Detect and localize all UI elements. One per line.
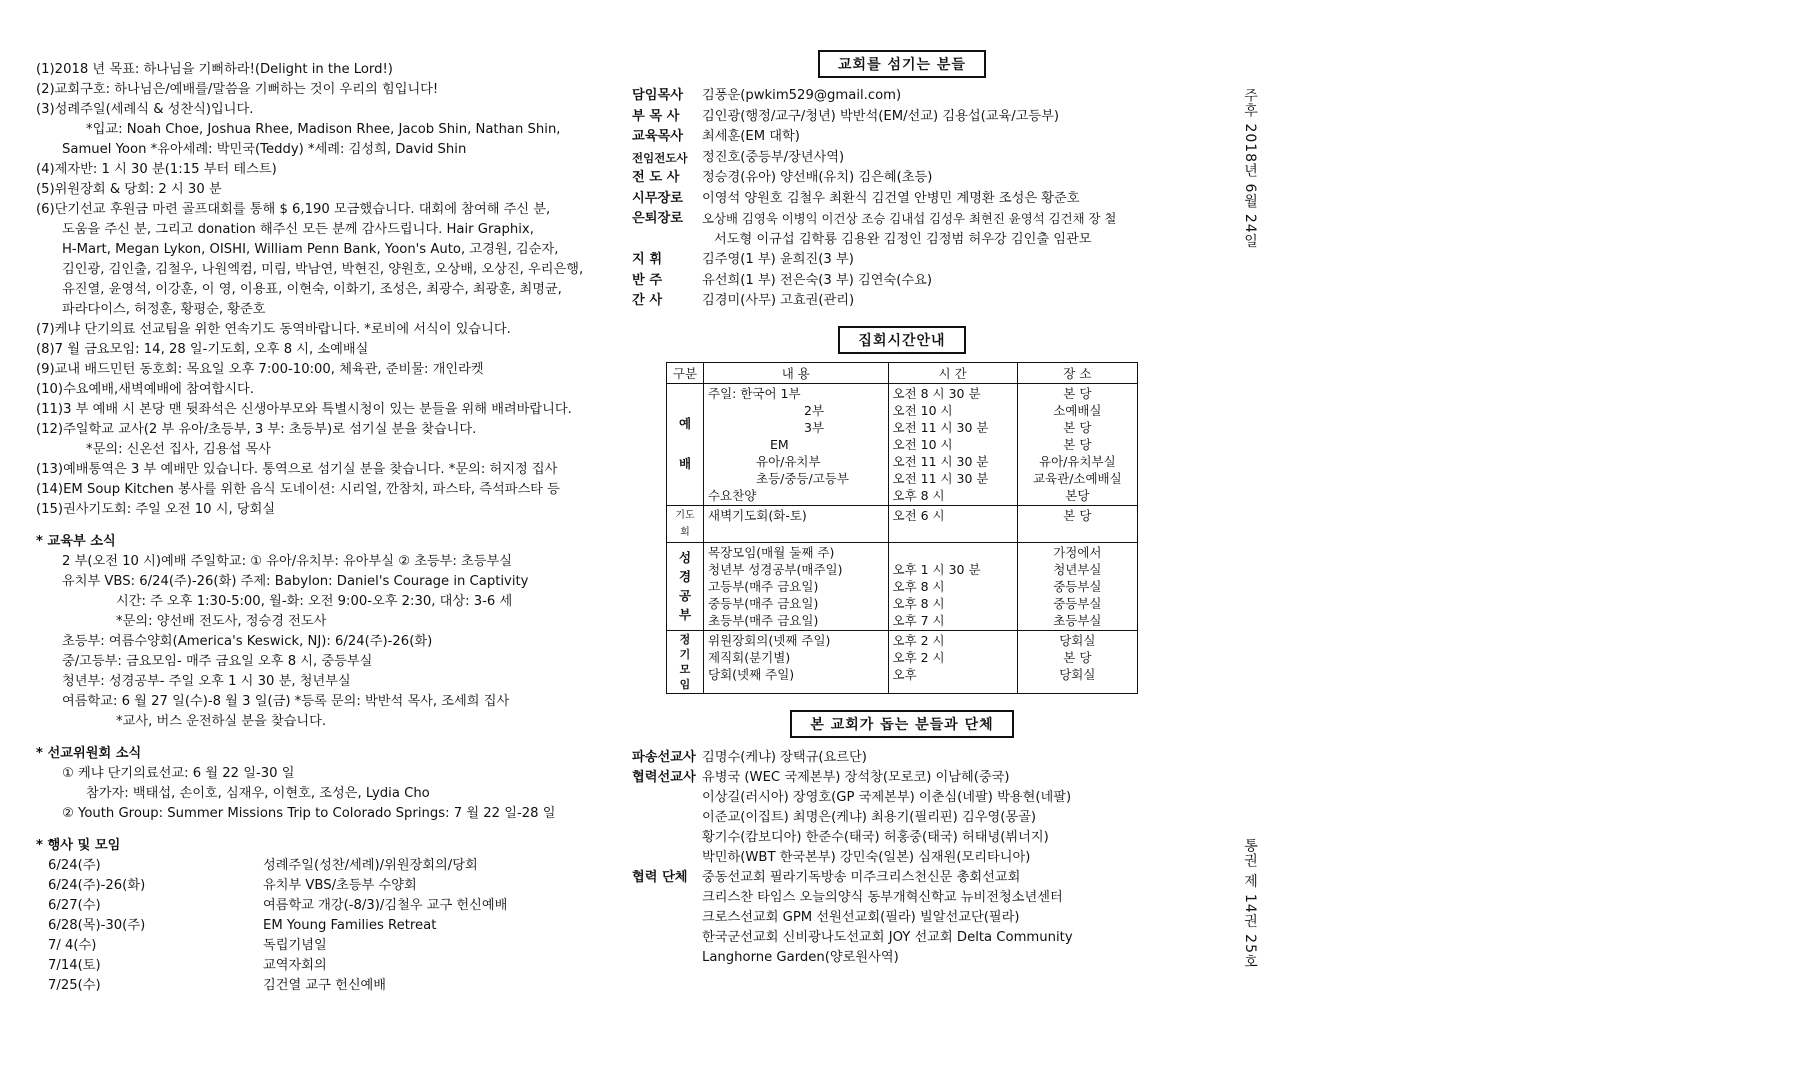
partner-names-continued: 황기수(캄보디아) 한준수(태국) 허홍중(태국) 허태녕(뷔너지): [702, 829, 1049, 845]
partner-names-continued: 이준교(이집트) 최명은(케냐) 최용기(필리핀) 김우영(몽골): [702, 809, 1036, 825]
staff-row: [632, 209, 1172, 230]
staff-row: [632, 168, 1172, 189]
announcement-5: (5)위원장회 & 당회: 2 시 30 분: [36, 182, 222, 197]
events-section: [36, 836, 596, 996]
mission-line: ① 케냐 단기의료선교: 6 월 22 일-30 일: [62, 766, 295, 781]
bible-place: [1017, 542, 1137, 630]
partner-names-continued: Langhorne Garden(양로원사역): [702, 949, 899, 965]
staff-names: 김경미(사무) 고효권(관리): [702, 293, 855, 308]
worship-item: 수요찬양: [708, 487, 757, 503]
staff-role: 전임전도사: [632, 150, 688, 165]
announcement-8: (8)7 월 금요모임: 14, 28 일-기도회, 오후 8 시, 소예배실: [36, 342, 369, 357]
staff-row: [632, 271, 1172, 292]
edu-line: 초등부: 여름수양회(America's Keswick, NJ): 6/24(주)-26(화): [62, 634, 433, 649]
event-desc: 유치부 VBS/초등부 수양회: [263, 878, 417, 893]
partner-role: 협력 단체: [632, 869, 688, 885]
announcement-4: (4)제자반: 1 시 30 분(1:15 부터 테스트): [36, 162, 277, 177]
mission-line: 참가자: 백태섭, 손이호, 심재우, 이현호, 조성은, Lydia Cho: [86, 786, 430, 801]
staff-role: 부 목 사: [632, 108, 680, 124]
schedule-table: [666, 362, 1138, 694]
event-date: 7/14(토): [48, 958, 101, 973]
announcement-6-line5: 유진열, 윤영석, 이강훈, 이 영, 이용표, 이현숙, 이화기, 조성은, 최광수, 최광훈, 최명균,: [62, 282, 562, 297]
announcement-12: (12)주일학교 교사(2 부 유아/초등부, 3 부: 초등부)로 섬기실 분을 찾습니다.: [36, 422, 477, 437]
events-title: * 행사 및 모임: [36, 838, 121, 853]
bible-time-item: 오후 7 시: [892, 612, 945, 628]
worship-row: [667, 383, 1138, 505]
staff-names: 정승경(유아) 양선배(유치) 김은혜(초등): [702, 170, 933, 185]
staff-role: 전 도 사: [632, 170, 680, 185]
staff-list: [632, 86, 1172, 312]
announcement-6: (6)단기선교 후원금 마련 골프대회를 통해 $ 6,190 모금했습니다. 대회에 참여해 주신 분,: [36, 202, 551, 217]
event-desc: 여름학교 개강(-8/3)/김철우 교구 헌신예배: [263, 898, 508, 913]
edu-line: 유치부 VBS: 6/24(주)-26(화) 주제: Babylon: Daniel's Courage in Captivity: [62, 574, 529, 589]
worship-time-item: 오후 8 시: [892, 487, 945, 503]
header-place: 장 소: [1017, 362, 1137, 383]
partner-role: 협력선교사: [632, 769, 696, 785]
announcement-11: (11)3 부 예배 시 본당 맨 뒷좌석은 신생아부모와 특별시청이 있는 분들을 위해 배려바랍니다.: [36, 402, 572, 417]
partner-row: [632, 748, 1172, 768]
staff-names: 유선희(1 부) 전은숙(3 부) 김연숙(수요): [702, 272, 933, 288]
partner-names-continued: 박민하(WBT 한국본부) 강민숙(일본) 심재원(모리타니아): [702, 849, 1031, 865]
edu-line: 시간: 주 오후 1:30-5:00, 월-화: 오전 9:00-오후 2:30, 대상: 3-6 세: [116, 594, 513, 609]
worship-place-item: 교육관/소예배실: [1032, 470, 1122, 486]
event-row: [36, 896, 596, 916]
prayer-content: 새벽기도회(화-토): [704, 505, 889, 542]
event-date: 7/25(수): [48, 978, 101, 993]
left-column: [36, 60, 596, 996]
worship-place-item: 본 당: [1063, 419, 1092, 435]
event-date: 6/28(목)-30(주): [48, 918, 146, 933]
meeting-place: [1017, 630, 1137, 693]
staff-names: 최세훈(EM 대학): [702, 129, 800, 144]
worship-category: 예 배: [667, 383, 704, 505]
meeting-place-item: 당회실: [1059, 632, 1096, 648]
event-date: 6/27(수): [48, 898, 101, 913]
servants-title: 교회를 섬기는 분들: [818, 50, 986, 78]
announcement-10: (10)수요예배,새벽예배에 참여합시다.: [36, 382, 254, 397]
worship-place-item: 본 당: [1063, 436, 1092, 452]
meeting-place-item: 본 당: [1063, 649, 1092, 665]
regular-meetings-row: [667, 630, 1138, 693]
event-row: [36, 956, 596, 976]
staff-names: 김인광(행정/교구/청년) 박반석(EM/선교) 김용섭(교육/고등부): [702, 108, 1059, 124]
worship-item: 주일: 한국어 1부: [708, 385, 801, 401]
edu-line: 여름학교: 6 월 27 일(수)-8 월 3 일(금) *등록 문의: 박반석 목사, 조세희 집사: [62, 694, 510, 709]
meeting-time-item: 오후: [892, 666, 917, 682]
staff-row: [632, 86, 1172, 107]
staff-names: 정진호(중등부/장년사역): [702, 149, 845, 165]
prayer-category: 기도회: [667, 505, 704, 542]
announcement-6-line3: H-Mart, Megan Lykon, OISHI, William Penn Bank, Yoon's Auto, 고경원, 김순자,: [62, 242, 559, 257]
worship-time-item: 오전 11 시 30 분: [892, 453, 989, 469]
event-desc: 성례주일(성찬/세례)/위원장회의/당회: [263, 858, 478, 873]
prayer-time: 오전 6 시: [888, 505, 1017, 542]
event-date: 6/24(주): [48, 858, 101, 873]
bible-time-item: 오후 8 시: [892, 595, 945, 611]
staff-row: [632, 148, 1172, 169]
event-row: [36, 916, 596, 936]
worship-item: EM: [770, 436, 789, 452]
staff-role: 시무장로: [632, 190, 683, 206]
worship-time: [888, 383, 1017, 505]
staff-names: 오상배 김영욱 이병익 이건상 조승 김내섭 김성우 최현진 윤영석 김건채 장 철: [702, 211, 1117, 226]
education-title: * 교육부 소식: [36, 534, 116, 549]
worship-place-item: 유아/유치부실: [1039, 453, 1116, 469]
event-row: [36, 876, 596, 896]
partner-names: 유병국 (WEC 국제본부) 장석창(모로코) 이남헤(중국): [702, 769, 1010, 785]
worship-time-item: 오전 11 시 30 분: [892, 470, 989, 486]
event-desc: 교역자회의: [263, 958, 327, 973]
worship-place-item: 본 당: [1063, 385, 1092, 401]
announcements: [36, 60, 596, 520]
bible-item: 목장모임(매월 둘째 주): [708, 544, 835, 560]
worship-place-item: 본당: [1065, 487, 1090, 503]
staff-names: 김주영(1 부) 윤희진(3 부): [702, 252, 854, 267]
worship-place: [1017, 383, 1137, 505]
partner-names-continued: 한국군선교회 신비광나도선교회 JOY 선교회 Delta Community: [702, 929, 1073, 945]
staff-row: [632, 127, 1172, 148]
worship-place-item: 소예배실: [1053, 402, 1102, 418]
schedule-title: 집회시간안내: [838, 326, 965, 354]
partners-list: [632, 748, 1172, 968]
bible-item: 초등부(매주 금요일): [708, 612, 819, 628]
staff-role: 간 사: [632, 293, 663, 308]
staff-names-continued: 서도형 이규섭 김학룡 김용완 김정인 김정범 허우강 김인출 임관모: [714, 231, 1092, 247]
bible-time: [888, 542, 1017, 630]
meeting-time-item: 오후 2 시: [892, 649, 945, 665]
partner-names: 중동선교회 필라기독방송 미주크리스천신문 총회선교회: [702, 869, 1021, 885]
partner-names-continued: 크로스선교회 GPM 선원선교회(필라) 빌알선교단(필라): [702, 909, 1020, 925]
staff-role: 교육목사: [632, 129, 683, 144]
event-desc: 독립기념일: [263, 938, 327, 953]
announcement-1: (1)2018 년 목표: 하나님을 기뻐하라!(Delight in the Lord!): [36, 62, 393, 77]
meeting-item: 당회(넷째 주일): [708, 666, 795, 682]
education-section: [36, 532, 596, 732]
bible-time-item: [893, 544, 1013, 561]
edu-line: 청년부: 성경공부- 주일 오후 1 시 30 분, 청년부실: [62, 674, 351, 689]
prayer-place: 본 당: [1017, 505, 1137, 542]
announcement-7: (7)케냐 단기의료 선교팀을 위한 연속기도 동역바랍니다. *로비에 서식이 있습니다.: [36, 322, 511, 337]
middle-column: [632, 50, 1172, 968]
announcement-14: (14)EM Soup Kitchen 봉사를 위한 음식 도네이션: 시리얼, 깐참치, 파스타, 즉석파스타 등: [36, 482, 560, 497]
meeting-content: [704, 630, 889, 693]
partners-title: 본 교회가 돕는 분들과 단체: [790, 710, 1013, 738]
bible-item: 청년부 성경공부(매주일): [708, 561, 843, 577]
announcement-6-line6: 파라다이스, 허정훈, 황평순, 황준호: [62, 302, 266, 317]
edu-line: *문의: 양선배 전도사, 정승경 전도사: [116, 614, 327, 629]
bible-time-item: 오후 8 시: [892, 578, 945, 594]
bible-place-item: 초등부실: [1053, 612, 1102, 628]
partner-names-continued: 크리스찬 타임스 오늘의양식 동부개혁신학교 뉴비전청소년센터: [702, 889, 1063, 905]
announcement-13: (13)예배통역은 3 부 예배만 있습니다. 통역으로 섬기실 분을 찾습니다. *문의: 허지정 집사: [36, 462, 558, 477]
mission-section: [36, 744, 596, 824]
meeting-time-item: 오후 2 시: [892, 632, 945, 648]
partner-role: 파송선교사: [632, 749, 696, 765]
staff-role: 은퇴장로: [632, 211, 683, 226]
mission-title: * 선교위원회 소식: [36, 746, 142, 761]
bible-category: 성 경 공 부: [667, 542, 704, 630]
worship-time-item: 오전 11 시 30 분: [892, 419, 989, 435]
meeting-item: 제직회(분기별): [708, 649, 791, 665]
bible-time-item: 오후 1 시 30 분: [892, 561, 981, 577]
edu-line: *교사, 버스 운전하실 분을 찾습니다.: [116, 714, 327, 729]
staff-row: [632, 250, 1172, 271]
bible-place-item: 가정에서: [1053, 544, 1102, 560]
event-date: 6/24(주)-26(화): [48, 878, 146, 893]
event-date: 7/ 4(수): [48, 938, 97, 953]
announcement-2: (2)교회구호: 하나님은/예배를/말씀을 기뻐하는 것이 우리의 힘입니다!: [36, 82, 439, 97]
staff-row: [632, 107, 1172, 128]
worship-item: 3부: [804, 419, 825, 435]
header-content: 내 용: [704, 362, 889, 383]
header-time: 시 간: [888, 362, 1017, 383]
worship-content: [704, 383, 889, 505]
worship-time-item: 오전 8 시 30 분: [892, 385, 981, 401]
bulletin-volume: 통권 제 14권 25호: [1242, 838, 1258, 969]
staff-role: 반 주: [632, 272, 663, 288]
worship-item: 초등/중등/고등부: [756, 470, 849, 486]
meeting-category: 정 기 모 임: [667, 630, 704, 693]
edu-line: 2 부(오전 10 시)예배 주일학교: ① 유아/유치부: 유아부실 ② 초등부: 초등부실: [62, 554, 513, 569]
edu-line: 중/고등부: 금요모임- 매주 금요일 오후 8 시, 중등부실: [62, 654, 373, 669]
partner-row: [632, 768, 1172, 788]
meeting-time: [888, 630, 1017, 693]
event-desc: EM Young Families Retreat: [263, 918, 437, 933]
announcement-12-line2: *문의: 신온선 집사, 김용섭 목사: [86, 442, 271, 457]
bible-content: [704, 542, 889, 630]
announcement-9: (9)교내 배드민턴 동호회: 목요일 오후 7:00-10:00, 체육관, 준비물: 개인라켓: [36, 362, 484, 377]
event-desc: 김건열 교구 헌신예배: [263, 978, 387, 993]
partner-names-continued: 이상길(러시아) 장영호(GP 국제본부) 이춘심(네팔) 박용현(네팔): [702, 789, 1072, 805]
partner-row: [632, 868, 1172, 888]
event-row: [36, 936, 596, 956]
announcement-3: (3)성례주일(세례식 & 성찬식)입니다.: [36, 102, 254, 117]
bible-item: 고등부(매주 금요일): [708, 578, 819, 594]
staff-role: 담임목사: [632, 88, 683, 103]
announcement-3-line3: Samuel Yoon *유아세례: 박민국(Teddy) *세례: 김성희, David Shin: [62, 142, 467, 157]
staff-names: 김풍운(pwkim529@gmail.com): [702, 88, 902, 103]
bible-study-row: [667, 542, 1138, 630]
announcement-6-line2: 도움을 주신 분, 그리고 donation 해주신 모든 분께 감사드립니다. Hair Graphix,: [62, 222, 534, 237]
staff-names: 이영석 양원호 김철우 최환식 김건열 안병민 계명환 조성은 황준호: [702, 190, 1080, 206]
event-row: [36, 856, 596, 876]
bible-place-item: 중등부실: [1053, 595, 1102, 611]
announcement-15: (15)권사기도회: 주일 오전 10 시, 당회실: [36, 502, 276, 517]
staff-role: 지 휘: [632, 252, 663, 267]
worship-item: 유아/유치부: [756, 453, 821, 469]
worship-item: 2부: [804, 402, 825, 418]
schedule-header-row: [667, 362, 1138, 383]
staff-row: [632, 189, 1172, 210]
bible-place-item: 청년부실: [1053, 561, 1102, 577]
worship-time-item: 오전 10 시: [892, 402, 953, 418]
prayer-row: [667, 505, 1138, 542]
event-row: [36, 976, 596, 996]
announcement-3-line2: *입교: Noah Choe, Joshua Rhee, Madison Rhee, Jacob Shin, Nathan Shin,: [86, 122, 561, 137]
partner-names: 김명수(케냐) 장택규(요르단): [702, 749, 867, 765]
meeting-place-item: 당회실: [1059, 666, 1096, 682]
worship-time-item: 오전 10 시: [892, 436, 953, 452]
header-category: 구분: [667, 362, 704, 383]
bible-place-item: 중등부실: [1053, 578, 1102, 594]
announcement-6-line4: 김인광, 김인출, 김철우, 나원엑컴, 미림, 박남연, 박현진, 양원호, 오상배, 오상진, 우리은행,: [62, 262, 584, 277]
meeting-item: 위원장회의(넷째 주일): [708, 632, 831, 648]
bulletin-date: 주후 2018년 6월 24일: [1242, 88, 1258, 249]
bible-item: 중등부(매주 금요일): [708, 595, 819, 611]
mission-line: ② Youth Group: Summer Missions Trip to Colorado Springs: 7 월 22 일-28 일: [62, 806, 556, 821]
staff-row: [632, 291, 1172, 312]
